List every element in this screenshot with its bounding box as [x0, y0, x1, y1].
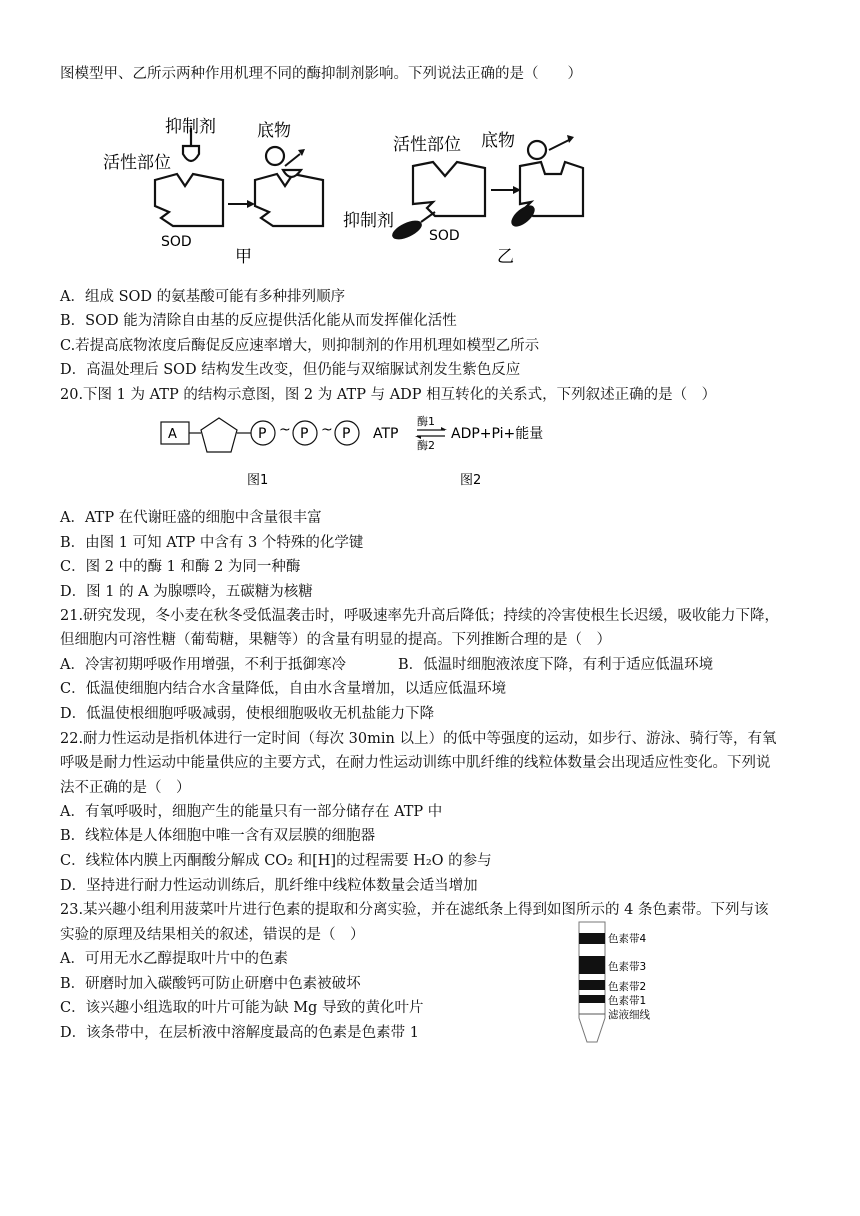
- q20-option-b: B．由图 1 可知 ATP 中含有 3 个特殊的化学键: [60, 535, 364, 551]
- q22-stem-line2: 呼吸是耐力性运动中能量供应的主要方式，在耐力性运动训练中肌纤维的线粒体数量会出现适应性变化。下列说: [60, 755, 771, 771]
- active-site-label-left: 活性部位: [103, 153, 171, 173]
- q23-stem-line1: 23.某兴趣小组利用菠菜叶片进行色素的提取和分离实验，并在滤纸条上得到如图所示的 4 条色素带。下列与该: [60, 902, 769, 918]
- inhibitor-label-right: 抑制剂: [343, 211, 394, 231]
- q22-option-d: D．坚持进行耐力性运动训练后，肌纤维中线粒体数量会适当增加: [60, 878, 478, 894]
- caption-fig2: 图2: [460, 473, 482, 488]
- enzyme-1-label: 酶1: [417, 415, 435, 428]
- q20-option-c: C．图 2 中的酶 1 和酶 2 为同一种酶: [60, 559, 301, 575]
- q23-option-c: C．该兴趣小组选取的叶片可能为缺 Mg 导致的黄化叶片: [60, 1000, 424, 1016]
- q21-option-d: D．低温使根细胞呼吸减弱，使根细胞吸收无机盐能力下降: [60, 706, 435, 722]
- q22-option-b: B．线粒体是人体细胞中唯一含有双层膜的细胞器: [60, 828, 376, 844]
- phosphate-3: P: [342, 426, 351, 442]
- sod-label-left: SOD: [161, 234, 192, 250]
- bond-1: ~: [279, 422, 291, 438]
- active-site-label-right: 活性部位: [393, 135, 461, 155]
- q21-stem-line1: 21.研究发现，冬小麦在秋冬受低温袭击时，呼吸速率先升高后降低；持续的冷害使根生长迟缓，吸收能力下降，: [60, 608, 780, 624]
- caption-fig1: 图1: [247, 473, 269, 488]
- band-3-label: 色素带3: [608, 961, 647, 973]
- bond-2: ~: [321, 422, 333, 438]
- q23-option-d: D．该条带中，在层析液中溶解度最高的色素是色素带 1: [60, 1025, 419, 1041]
- q19-option-b: B．SOD 能为清除自由基的反应提供活化能从而发挥催化活性: [60, 313, 457, 329]
- phosphate-2: P: [300, 426, 309, 442]
- q23-stem-line2: 实验的原理及结果相关的叙述，错误的是（ ）: [60, 927, 365, 943]
- q21-stem-line2: 但细胞内可溶性糖（葡萄糖，果糖等）的含量有明显的提高。下列推断合理的是（ ）: [60, 632, 611, 648]
- q19-option-d: D．高温处理后 SOD 结构发生改变，但仍能与双缩脲试剂发生紫色反应: [60, 362, 521, 378]
- q22-option-c: C．线粒体内膜上丙酮酸分解成 CO₂ 和[H]的过程需要 H₂O 的参与: [60, 853, 492, 869]
- q21-option-b: B．低温时细胞液浓度下降，有利于适应低温环境: [398, 657, 714, 673]
- q22-stem-line1: 22.耐力性运动是指机体进行一定时间（每次 30min 以上）的低中等强度的运动，如步行、游泳、骑行等，有氧: [60, 731, 777, 747]
- q20-stem: 20.下图 1 为 ATP 的结构示意图，图 2 为 ATP 与 ADP 相互转化的关系式，下列叙述正确的是（ ）: [60, 387, 717, 403]
- q23-option-b: B．研磨时加入碳酸钙可防止研磨中色素被破坏: [60, 976, 361, 992]
- q21-option-c: C．低温使细胞内结合水含量降低，自由水含量增加，以适应低温环境: [60, 681, 507, 697]
- atp-label: ATP: [373, 426, 399, 442]
- substrate-label-left: 底物: [257, 121, 291, 141]
- q20-option-a: A．ATP 在代谢旺盛的细胞中含量很丰富: [60, 510, 322, 526]
- band-1-label: 色素带1: [608, 995, 647, 1007]
- enzyme-2-label: 酶2: [417, 439, 435, 452]
- q20-option-d: D．图 1 的 A 为腺嘌呤，五碳糖为核糖: [60, 584, 313, 600]
- sod-label-right: SOD: [429, 228, 460, 244]
- q21-option-a: A．冷害初期呼吸作用增强，不利于抵御寒冷: [60, 657, 346, 673]
- q19-option-c: C.若提高底物浓度后酶促反应速率增大，则抑制剂的作用机理如模型乙所示: [60, 338, 540, 354]
- phosphate-1: P: [258, 426, 267, 442]
- atp-a-label: A: [168, 427, 177, 442]
- inhibitor-label-left: 抑制剂: [165, 117, 216, 137]
- q22-stem-line3: 法不正确的是（ ）: [60, 780, 191, 796]
- atp-figure: [155, 412, 555, 494]
- caption-jia: 甲: [235, 247, 252, 267]
- q22-option-a: A．有氧呼吸时，细胞产生的能量只有一部分储存在 ATP 中: [60, 804, 443, 820]
- q19-stem: 图模型甲、乙所示两种作用机理不同的酶抑制剂影响。下列说法正确的是（ ）: [60, 66, 582, 82]
- pigment-strip-figure: [575, 920, 685, 1046]
- band-4-label: 色素带4: [608, 933, 647, 945]
- q23-option-a: A．可用无水乙醇提取叶片中的色素: [60, 951, 288, 967]
- band-2-label: 色素带2: [608, 981, 647, 993]
- products-label: ADP+Pi+能量: [451, 426, 544, 442]
- caption-yi: 乙: [497, 247, 514, 267]
- enzyme-inhibitor-figure: [95, 108, 605, 270]
- q19-option-a: A．组成 SOD 的氨基酸可能有多种排列顺序: [60, 289, 346, 305]
- substrate-label-right: 底物: [481, 131, 515, 151]
- filter-line-label: 滤液细线: [608, 1009, 650, 1021]
